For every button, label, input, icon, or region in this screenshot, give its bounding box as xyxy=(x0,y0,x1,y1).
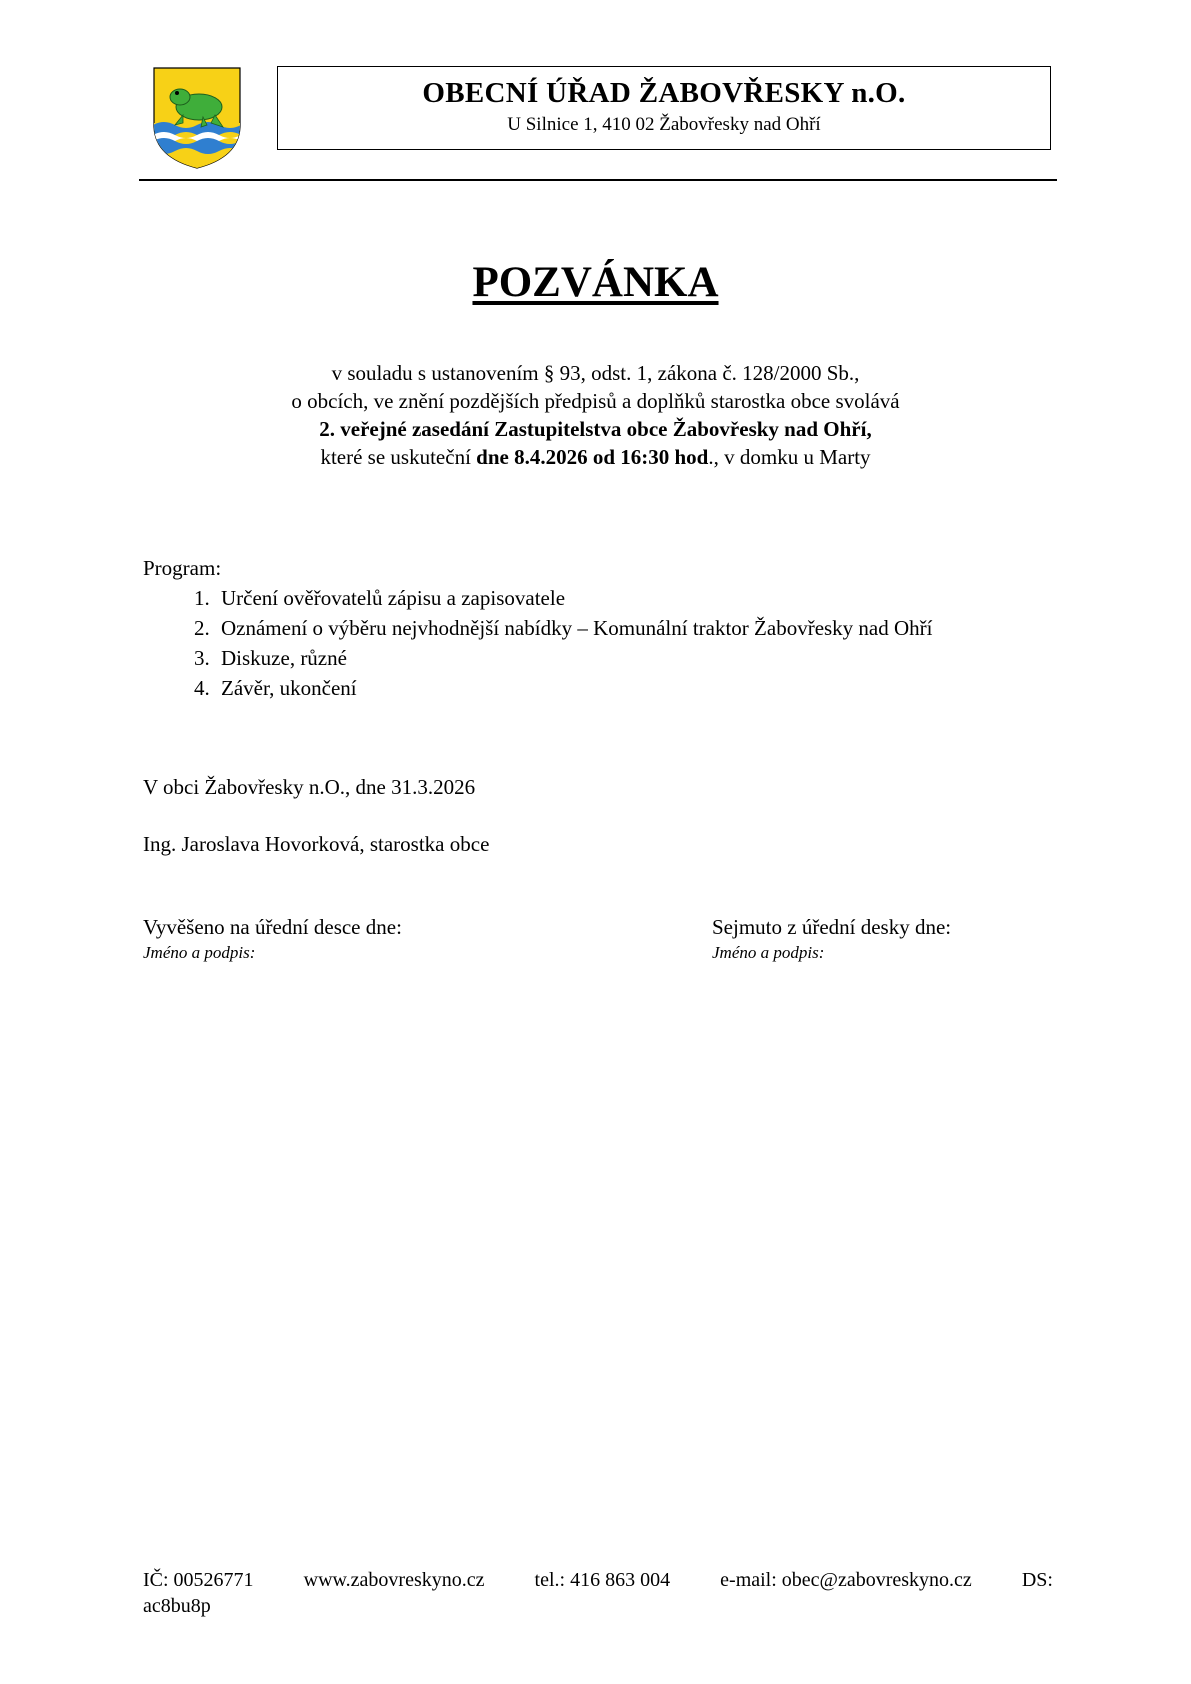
footer-ds-value: ac8bu8p xyxy=(143,1595,211,1617)
place-date: V obci Žabovřesky n.O., dne 31.3.2026 xyxy=(143,775,476,799)
program-list xyxy=(143,583,1093,703)
program-item: 3. Diskuze, různé xyxy=(215,643,1093,673)
footer-web-link[interactable]: www.zabovreskyno.cz xyxy=(303,1569,485,1591)
intro-line-2: o obcích, ve znění pozdějších předpisů a doplňků starostka obce svolává xyxy=(291,389,900,413)
footer-phone: tel.: 416 863 004 xyxy=(534,1569,671,1591)
document-title: POZVÁNKA xyxy=(472,259,719,306)
removed-block xyxy=(712,915,951,963)
posted-label: Vyvěšeno na úřední desce dne: xyxy=(143,915,402,939)
office-name: OBECNÍ ÚŘAD ŽABOVŘESKY n.O. xyxy=(422,77,906,109)
footer-ic: IČ: 00526771 xyxy=(143,1569,254,1591)
footer-ds-label: DS: xyxy=(1021,1569,1053,1591)
meeting-name: 2. veřejné zasedání Zastupitelstva obce Žabovřesky nad Ohří, xyxy=(319,417,872,441)
header-divider xyxy=(139,179,1057,181)
program-item: 2. Oznámení o výběru nejvhodnější nabídky – Komunální traktor Žabovřesky nad Ohří xyxy=(215,613,1093,643)
removed-label: Sejmuto z úřední desky dne: xyxy=(712,915,952,939)
meeting-place: ., v domku u Marty xyxy=(708,445,871,469)
program-label: Program: xyxy=(143,556,222,580)
intro-line-4-prefix: které se uskuteční xyxy=(320,445,477,469)
signatory: Ing. Jaroslava Hovorková, starostka obce xyxy=(143,832,490,856)
footer-email[interactable]: e-mail: obec@zabovreskyno.cz xyxy=(720,1569,972,1591)
intro-line-1: v souladu s ustanovením § 93, odst. 1, zákona č. 128/2000 Sb., xyxy=(331,361,860,385)
removed-signature-caption: Jméno a podpis: xyxy=(712,943,825,962)
intro-paragraph xyxy=(0,359,1191,471)
posted-signature-caption: Jméno a podpis: xyxy=(143,943,256,962)
footer xyxy=(143,1567,1053,1619)
letterhead-box xyxy=(277,66,1051,150)
program-section xyxy=(143,553,1093,703)
intro-line-4 xyxy=(0,443,1191,471)
footer-row xyxy=(143,1567,1053,1593)
frog-coat-of-arms-icon xyxy=(153,67,241,169)
program-item: 4. Závěr, ukončení xyxy=(215,673,1093,703)
office-address: U Silnice 1, 410 02 Žabovřesky nad Ohří xyxy=(507,114,821,135)
meeting-date-time: dne 8.4.2026 od 16:30 hod xyxy=(476,445,709,469)
program-item: 1. Určení ověřovatelů zápisu a zapisovatele xyxy=(215,583,1093,613)
posted-block xyxy=(143,915,402,963)
